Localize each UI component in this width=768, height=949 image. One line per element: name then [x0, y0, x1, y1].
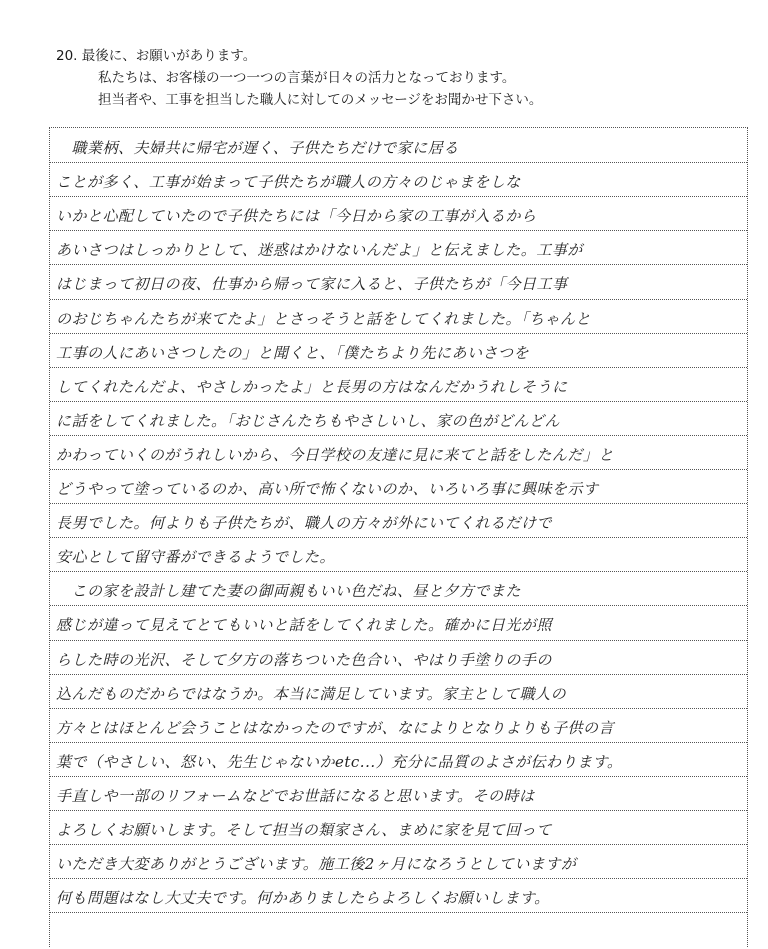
- handwritten-line: いかと心配していたので子供たちには「今日から家の工事が入るから: [56, 207, 537, 226]
- ruled-line: [50, 742, 747, 743]
- ruled-line: [50, 230, 747, 231]
- ruled-line: [50, 469, 747, 470]
- question-header: [56, 46, 746, 112]
- ruled-line: [50, 333, 747, 334]
- handwritten-line: に話をしてくれました。「おじさんたちもやさしいし、家の色がどんどん: [56, 411, 561, 430]
- handwritten-line: のおじちゃんたちが来てたよ」とさっそうと話をしてくれました。「ちゃんと: [56, 309, 592, 328]
- ruled-line: [50, 776, 747, 777]
- ruled-line: [50, 640, 747, 641]
- handwritten-line: はじまって初日の夜、仕事から帰って家に入ると、子供たちが「今日工事: [56, 275, 568, 294]
- handwritten-line: あいさつはしっかりとして、迷惑はかけないんだよ」と伝えました。工事が: [56, 241, 583, 260]
- ruled-line: [50, 844, 747, 845]
- question-number: 20.: [56, 48, 78, 64]
- handwritten-line: 込んだものだからではなうか。本当に満足しています。家主として職人の: [56, 684, 567, 703]
- handwritten-line: 感じが違って見えてとてもいいと話をしてくれました。確かに日光が照: [56, 616, 553, 635]
- handwritten-line: 長男でした。何よりも子供たちが、職人の方々が外にいてくれるだけで: [56, 514, 553, 533]
- ruled-line: [50, 196, 747, 197]
- handwritten-line: 安心として留守番ができるようでした。: [56, 548, 336, 567]
- handwritten-line: この家を設計し建てた妻の御両親もいい色だね、昼と夕方でまた: [56, 582, 522, 601]
- handwritten-line: らした時の光沢、そして夕方の落ちついた色合い、やはり手塗りの手の: [56, 650, 552, 669]
- ruled-line: [50, 878, 747, 879]
- handwritten-line: 工事の人にあいさつしたの」と聞くと、「僕たちより先にあいさつを: [56, 343, 530, 362]
- ruled-line: [50, 503, 747, 504]
- answer-box: [49, 127, 748, 947]
- ruled-line: [50, 401, 747, 402]
- handwritten-line: 手直しや一部のリフォームなどでお世話になると思います。その時は: [56, 786, 535, 805]
- ruled-line: [50, 299, 747, 300]
- ruled-line: [50, 367, 747, 368]
- handwritten-line: してくれたんだよ、やさしかったよ」と長男の方はなんだかうれしそうに: [56, 377, 568, 396]
- ruled-line: [50, 605, 747, 606]
- question-line-2: 私たちは、お客様の一つ一つの言葉が日々の活力となっております。: [98, 70, 516, 86]
- ruled-line: [50, 810, 747, 811]
- handwritten-line: どうやって塗っているのか、高い所で怖くないのか、いろいろ事に興味を示す: [56, 480, 599, 498]
- ruled-line: [50, 537, 747, 538]
- handwritten-line: 葉で（やさしい、怒い、先生じゃないかetc...）充分に品質のよさが伝わります。: [56, 752, 623, 771]
- question-title-line: [56, 46, 746, 68]
- ruled-line: [50, 912, 747, 913]
- question-line-3: 担当者や、工事を担当した職人に対してのメッセージをお聞かせ下さい。: [98, 92, 543, 108]
- question-title: 最後に、お願いがあります。: [81, 48, 257, 64]
- handwritten-line: いただき大変ありがとうございます。施工後2ヶ月になろうとしていますが: [56, 855, 577, 874]
- handwritten-line: かわっていくのがうれしいから、今日学校の友達に見に来てと話をしたんだ」と: [56, 445, 614, 464]
- handwritten-line: 何も問題はなし大丈夫です。何かありましたらよろしくお願いします。: [56, 889, 550, 908]
- handwritten-line: 職業柄、夫婦共に帰宅が遅く、子供たちだけで家に居る: [56, 139, 459, 157]
- handwritten-line: 方々とはほとんど会うことはなかったのですが、なによりとなりよりも子供の言: [56, 718, 615, 737]
- ruled-line: [50, 674, 747, 675]
- ruled-line: [50, 435, 747, 436]
- ruled-line: [50, 162, 747, 163]
- ruled-line: [50, 264, 747, 265]
- handwritten-line: ことが多く、工事が始まって子供たちが職人の方々のじゃまをしな: [56, 173, 521, 192]
- ruled-line: [50, 708, 747, 709]
- ruled-line: [50, 571, 747, 572]
- handwritten-line: よろしくお願いします。そして担当の類家さん、まめに家を見て回って: [56, 821, 552, 839]
